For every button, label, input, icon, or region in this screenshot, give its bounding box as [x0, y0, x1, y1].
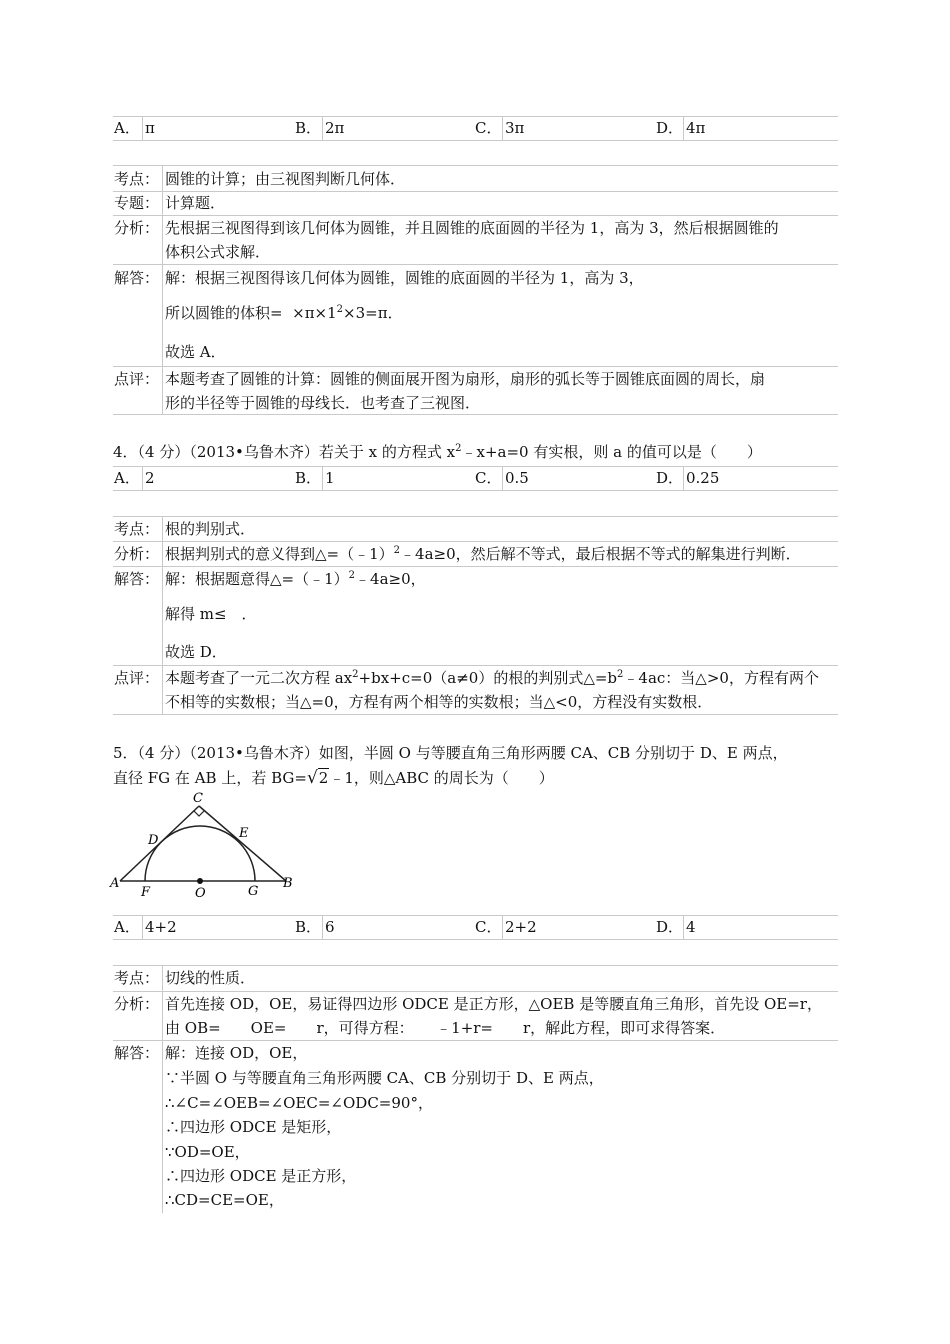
- q4-option-a-letter: A．: [114, 469, 140, 487]
- q4-option-b-text: 1: [325, 469, 335, 487]
- sqrt-symbol: √: [306, 768, 318, 788]
- q3-option-d-text: 4π: [686, 119, 706, 137]
- dianping-text-1: 本题考查了圆锥的计算：圆锥的侧面展开图为扇形，扇形的弧长等于圆锥底面圆的周长，扇: [165, 370, 766, 388]
- label-a: A: [110, 876, 120, 891]
- q5-stem-2a: 直径 FG 在 AB 上，若 BG=: [113, 769, 307, 787]
- fenxi-text-2: 体积公式求解．: [165, 243, 271, 261]
- label-d: D: [148, 833, 159, 848]
- q5-stem-sqrt-radicand: 2: [318, 769, 329, 787]
- jieda-label: 解答：: [114, 269, 160, 287]
- q5-stem-2b: ﹣1，则△ABC 的周长为（ ）: [329, 769, 554, 787]
- q4-stem-a: 4．（4 分）（2013•乌鲁木齐）若关于 x 的方程式 x: [113, 443, 456, 461]
- q5-fenxi-text-1: 首先连接 OD，OE，易证得四边形 ODCE 是正方形，△OEB 是等腰直角三角形，首先设 OE=r，: [165, 995, 822, 1013]
- zhuanti-text: 计算题．: [165, 194, 226, 212]
- dianping-label: 点评：: [114, 370, 160, 388]
- q4-dianping-text-1: [165, 668, 819, 688]
- q5-option-b-letter: B．: [295, 918, 322, 936]
- q5-jieda-label: 解答：: [114, 1044, 160, 1062]
- segment-cb: [199, 806, 286, 881]
- q5-stem-line-2: [113, 767, 554, 789]
- q4-kaodian-text: 根的判别式．: [165, 520, 256, 538]
- dianping-text-2: 形的半径等于圆锥的母线长．也考查了三视图．: [165, 394, 481, 412]
- fenxi-text-1: 先根据三视图得到该几何体为圆锥，并且圆锥的底面圆的半径为 1，高为 3，然后根据圆锥的: [165, 219, 779, 237]
- q5-jieda-line: 解：连接 OD，OE，: [165, 1044, 308, 1062]
- q3-option-b-letter: B．: [295, 119, 322, 137]
- q4-jieda-text-1: [165, 569, 426, 589]
- kaodian-text: 圆锥的计算；由三视图判断几何体．: [165, 170, 406, 188]
- q3-option-b-text: 2π: [325, 119, 345, 137]
- q3-option-c-text: 3π: [505, 119, 525, 137]
- q5-jieda-line: ∴∠C=∠OEB=∠OEC=∠ODC=90°，: [165, 1094, 433, 1112]
- kaodian-label: 考点：: [114, 170, 160, 188]
- q4-fenxi-sup: 2: [393, 545, 401, 556]
- q5-fenxi-text-2: 由 OB= OE= r，可得方程： ﹣1+r= r，解此方程，即可求得答案．: [165, 1019, 726, 1037]
- jieda-text-2-sup: 2: [336, 304, 344, 315]
- q4-fenxi-a: 根据判别式的意义得到△=（﹣1）: [165, 545, 394, 563]
- q4-dianping-1b: +bx+c=0（a≠0）的根的判别式△=b: [358, 669, 618, 687]
- q4-dianping-1c: ﹣4ac：当△>0，方程有两个: [623, 669, 819, 687]
- q4-fenxi-b: ﹣4a≥0，然后解不等式，最后根据不等式的解集进行判断．: [400, 545, 801, 563]
- jieda-text-2a: 所以圆锥的体积=: [165, 304, 283, 322]
- q4-option-c-text: 0.5: [505, 469, 529, 487]
- jieda-text-2: [165, 303, 403, 323]
- jieda-text-1: 解：根据三视图得该几何体为圆锥，圆锥的底面圆的半径为 1，高为 3，: [165, 269, 644, 287]
- q5-kaodian-text: 切线的性质．: [165, 969, 256, 987]
- q4-jieda-1sup: 2: [348, 570, 356, 581]
- q5-option-d-letter: D．: [656, 918, 684, 936]
- q4-jieda-label: 解答：: [114, 570, 160, 588]
- q5-kaodian-label: 考点：: [114, 969, 160, 987]
- q4-option-d-letter: D．: [656, 469, 684, 487]
- q5-jieda-line: ∴四边形 ODCE 是正方形，: [165, 1167, 357, 1185]
- q4-jieda-1b: ﹣4a≥0，: [355, 570, 426, 588]
- zhuanti-label: 专题：: [114, 194, 160, 212]
- q5-option-a-text: 4+2: [145, 918, 177, 936]
- q5-option-d-text: 4: [686, 918, 696, 936]
- q4-jieda-1a: 解：根据题意得△=（﹣1）: [165, 570, 349, 588]
- q3-option-c-letter: C．: [475, 119, 502, 137]
- label-b: B: [283, 876, 293, 891]
- q4-dianping-1sup2: 2: [617, 669, 624, 680]
- fenxi-label: 分析：: [114, 219, 160, 237]
- label-e: E: [239, 826, 249, 841]
- q5-option-c-letter: C．: [475, 918, 502, 936]
- q5-jieda-line: ∵OD=OE，: [165, 1143, 250, 1161]
- q5-stem-line-1: 5．（4 分）（2013•乌鲁木齐）如图，半圆 O 与等腰直角三角形两腰 CA、CB 分别切于 D、E 两点，: [113, 744, 788, 762]
- q5-jieda-line: ∴四边形 ODCE 是矩形，: [165, 1118, 342, 1136]
- center-point-o: [197, 878, 203, 884]
- q4-option-a-text: 2: [145, 469, 155, 487]
- q4-option-c-letter: C．: [475, 469, 502, 487]
- q3-option-a-letter: A．: [114, 119, 140, 137]
- q5-option-a-letter: A．: [114, 918, 140, 936]
- q4-option-d-text: 0.25: [686, 469, 720, 487]
- q4-kaodian-label: 考点：: [114, 520, 160, 538]
- q4-fenxi-text: [165, 544, 801, 564]
- q4-dianping-text-2: 不相等的实数根；当△=0，方程有两个相等的实数根；当△<0，方程没有实数根．: [165, 693, 713, 711]
- q4-dianping-1a: 本题考查了一元二次方程 ax: [165, 669, 353, 687]
- label-f: F: [141, 885, 151, 900]
- q5-fenxi-label: 分析：: [114, 995, 160, 1013]
- q4-dianping-label: 点评：: [114, 669, 160, 687]
- q4-jieda-text-2: 解得 m≤ ．: [165, 605, 257, 623]
- right-angle-mark: [194, 811, 204, 816]
- q4-stem: [113, 441, 762, 463]
- q4-jieda-text-3: 故选 D．: [165, 643, 227, 661]
- jieda-text-3: 故选 A．: [165, 343, 226, 361]
- jieda-text-2b: ×π×1: [292, 304, 337, 322]
- jieda-text-2c: ×3=π．: [343, 304, 403, 322]
- label-g: G: [248, 884, 259, 899]
- label-o: O: [195, 886, 206, 900]
- q3-option-d-letter: D．: [656, 119, 684, 137]
- q5-jieda-line: ∴CD=CE=OE，: [165, 1191, 284, 1209]
- q4-fenxi-label: 分析：: [114, 545, 160, 563]
- semicircle-triangle-figure: [108, 790, 308, 900]
- q5-option-c-text: 2+2: [505, 918, 537, 936]
- q4-dianping-1sup: 2: [352, 669, 359, 680]
- q5-jieda-line: ∵半圆 O 与等腰直角三角形两腰 CA、CB 分别切于 D、E 两点，: [165, 1069, 604, 1087]
- q5-option-b-text: 6: [325, 918, 335, 936]
- label-c: C: [193, 791, 203, 806]
- q4-stem-sup: 2: [455, 443, 462, 454]
- q4-option-b-letter: B．: [295, 469, 322, 487]
- q4-stem-b: ﹣x+a=0 有实根，则 a 的值可以是（ ）: [461, 443, 762, 461]
- q3-option-a-text: π: [145, 119, 155, 137]
